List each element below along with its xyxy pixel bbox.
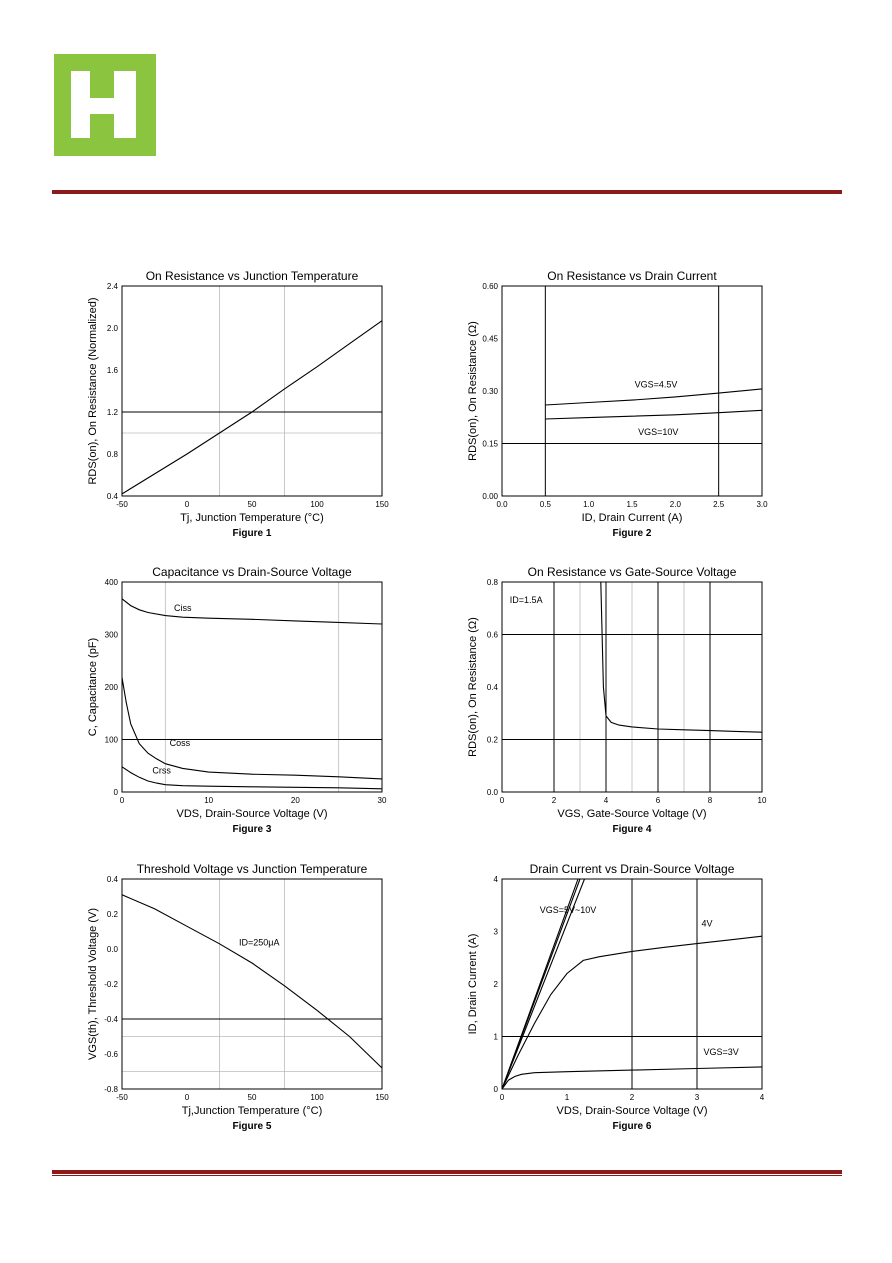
- x-tick-label: 8: [707, 796, 713, 805]
- chart-threshold-voltage-vs-junction-temperature: [80, 857, 410, 1147]
- y-tick-label: 2: [493, 980, 498, 989]
- x-axis-label: Tj,Junction Temperature (°C): [181, 1105, 323, 1117]
- footer-rule: [52, 1170, 842, 1177]
- y-tick-label: -0.2: [104, 980, 118, 989]
- x-tick-label: 20: [290, 796, 300, 805]
- company-logo: [54, 54, 156, 156]
- x-axis-label: VDS, Drain-Source Voltage (V): [556, 1105, 708, 1117]
- x-tick-label: 0.5: [539, 500, 551, 509]
- chart-title: Threshold Voltage vs Junction Temperature: [136, 862, 368, 876]
- y-tick-label: 0.0: [486, 788, 498, 797]
- y-tick-label: 0.45: [482, 334, 498, 344]
- x-tick-label: 6: [655, 796, 661, 805]
- y-axis-label: RDS(on), On Resistance (Ω): [467, 617, 479, 757]
- x-tick-label: 4: [759, 1093, 765, 1102]
- x-tick-label: 2: [629, 1093, 635, 1102]
- figure-caption: Figure 5: [232, 1121, 272, 1132]
- x-tick-label: 1.5: [626, 500, 638, 509]
- x-tick-label: 4: [603, 796, 609, 805]
- x-tick-label: 50: [247, 500, 257, 509]
- y-tick-label: 0.60: [482, 282, 498, 291]
- y-tick-label: -0.8: [104, 1085, 118, 1094]
- figure-caption: Figure 1: [232, 528, 272, 539]
- annotation-label: ID=250μA: [239, 937, 280, 948]
- chart-title: Drain Current vs Drain-Source Voltage: [529, 862, 735, 876]
- x-tick-label: 0.0: [496, 500, 508, 509]
- y-tick-label: 2.0: [106, 324, 118, 333]
- x-axis-label: ID, Drain Current (A): [581, 512, 683, 524]
- y-tick-label: 2.4: [106, 282, 118, 291]
- y-tick-label: 0: [113, 788, 118, 797]
- y-tick-label: 0.4: [486, 683, 498, 692]
- y-tick-label: -0.6: [104, 1050, 118, 1059]
- series-line-2: [122, 678, 382, 779]
- x-tick-label: 3: [694, 1093, 700, 1102]
- series-line-1: [122, 599, 382, 624]
- y-tick-label: 0.15: [482, 439, 498, 449]
- y-tick-label: 0.2: [106, 910, 118, 919]
- x-tick-label: 100: [310, 500, 324, 509]
- y-tick-label: 100: [104, 735, 118, 745]
- figure-caption: Figure 2: [612, 528, 652, 539]
- annotation-label: VGS=10V: [638, 426, 679, 437]
- footer-rule-thin: [52, 1175, 842, 1176]
- x-tick-label: 150: [375, 500, 389, 509]
- x-tick-label: -50: [116, 500, 128, 509]
- x-axis-label: VGS, Gate-Source Voltage (V): [557, 808, 707, 820]
- x-axis-label: Tj, Junction Temperature (°C): [180, 512, 324, 524]
- header-rule-thick: [52, 190, 842, 194]
- y-tick-label: 0.8: [486, 578, 498, 587]
- annotation-label: Crss: [152, 765, 171, 776]
- plot-frame: [122, 879, 382, 1089]
- x-tick-label: 0: [184, 1093, 190, 1102]
- x-tick-label: 0: [119, 796, 125, 805]
- x-tick-label: 1.0: [583, 500, 595, 509]
- x-tick-label: 100: [310, 1093, 324, 1102]
- series-line-1: [122, 321, 382, 494]
- chart-on-resistance-vs-gate-source-voltage: [460, 560, 790, 850]
- y-tick-label: 1.6: [106, 366, 118, 375]
- y-tick-label: 300: [104, 630, 118, 640]
- y-tick-label: 3: [493, 927, 498, 937]
- annotation-label: VGS=5V~10V: [539, 905, 597, 916]
- y-axis-label: C, Capacitance (pF): [87, 637, 99, 737]
- footer-rule-thick: [52, 1170, 842, 1174]
- x-tick-label: 2: [551, 796, 557, 805]
- y-axis-label: RDS(on), On Resistance (Ω): [467, 321, 479, 461]
- plot-frame: [122, 582, 382, 792]
- figure-caption: Figure 6: [612, 1121, 652, 1132]
- y-tick-label: 0.2: [486, 735, 498, 745]
- series-line-1: [545, 389, 762, 405]
- x-tick-label: -50: [116, 1093, 128, 1102]
- chart-title: On Resistance vs Drain Current: [547, 269, 717, 283]
- y-tick-label: 0.4: [106, 492, 118, 501]
- y-tick-label: 200: [104, 683, 118, 692]
- x-tick-label: 2.0: [669, 500, 681, 509]
- series-line-1: [122, 895, 382, 1068]
- y-tick-label: 0: [493, 1085, 498, 1094]
- y-tick-label: 1.2: [106, 408, 118, 417]
- y-tick-label: 0.30: [482, 387, 498, 396]
- x-tick-label: 30: [377, 796, 387, 805]
- x-tick-label: 10: [204, 796, 214, 805]
- y-axis-label: RDS(on), On Resistance (Normalized): [87, 297, 99, 485]
- x-tick-label: 1: [564, 1093, 570, 1102]
- x-tick-label: 0: [499, 796, 505, 805]
- chart-title: On Resistance vs Junction Temperature: [145, 269, 359, 283]
- x-tick-label: 150: [375, 1093, 389, 1102]
- annotation-label: ID=1.5A: [509, 595, 543, 605]
- x-tick-label: 10: [757, 796, 767, 805]
- y-tick-label: 0.8: [106, 450, 118, 459]
- x-tick-label: 3.0: [756, 500, 768, 509]
- y-tick-label: 0.00: [482, 492, 498, 501]
- y-tick-label: 0.4: [106, 875, 118, 884]
- figure-caption: Figure 3: [232, 824, 272, 835]
- x-tick-label: 50: [247, 1093, 257, 1102]
- annotation-label: VGS=4.5V: [634, 379, 678, 390]
- series-line-1: [601, 582, 762, 732]
- y-tick-label: 400: [104, 578, 118, 587]
- chart-title: Capacitance vs Drain-Source Voltage: [152, 565, 352, 579]
- series-line-2: [545, 410, 762, 419]
- chart-drain-current-vs-drain-source-voltage: [460, 857, 790, 1147]
- x-axis-label: VDS, Drain-Source Voltage (V): [176, 808, 328, 820]
- annotation-label: Coss: [169, 737, 191, 748]
- y-axis-label: ID, Drain Current (A): [467, 933, 479, 1035]
- plot-frame: [502, 286, 762, 496]
- x-tick-label: 0: [184, 500, 190, 509]
- x-tick-label: 0: [499, 1093, 505, 1102]
- y-tick-label: 0.0: [106, 945, 118, 954]
- x-tick-label: 2.5: [713, 500, 725, 509]
- plot-frame: [122, 286, 382, 496]
- y-axis-label: VGS(th), Threshold Voltage (V): [87, 907, 99, 1061]
- annotation-label: 4V: [701, 918, 713, 929]
- y-tick-label: 1: [493, 1032, 498, 1042]
- chart-on-resistance-vs-drain-current: [460, 264, 790, 554]
- chart-capacitance-vs-drain-source-voltage: [80, 560, 410, 850]
- chart-on-resistance-vs-junction-temperature: [80, 264, 410, 554]
- annotation-label: Ciss: [174, 602, 192, 613]
- y-tick-label: -0.4: [104, 1015, 118, 1024]
- chart-title: On Resistance vs Gate-Source Voltage: [527, 565, 737, 579]
- figure-caption: Figure 4: [612, 824, 652, 835]
- y-tick-label: 0.6: [486, 630, 498, 640]
- annotation-label: VGS=3V: [703, 1046, 739, 1057]
- y-tick-label: 4: [493, 875, 498, 884]
- header-rule: [52, 190, 842, 197]
